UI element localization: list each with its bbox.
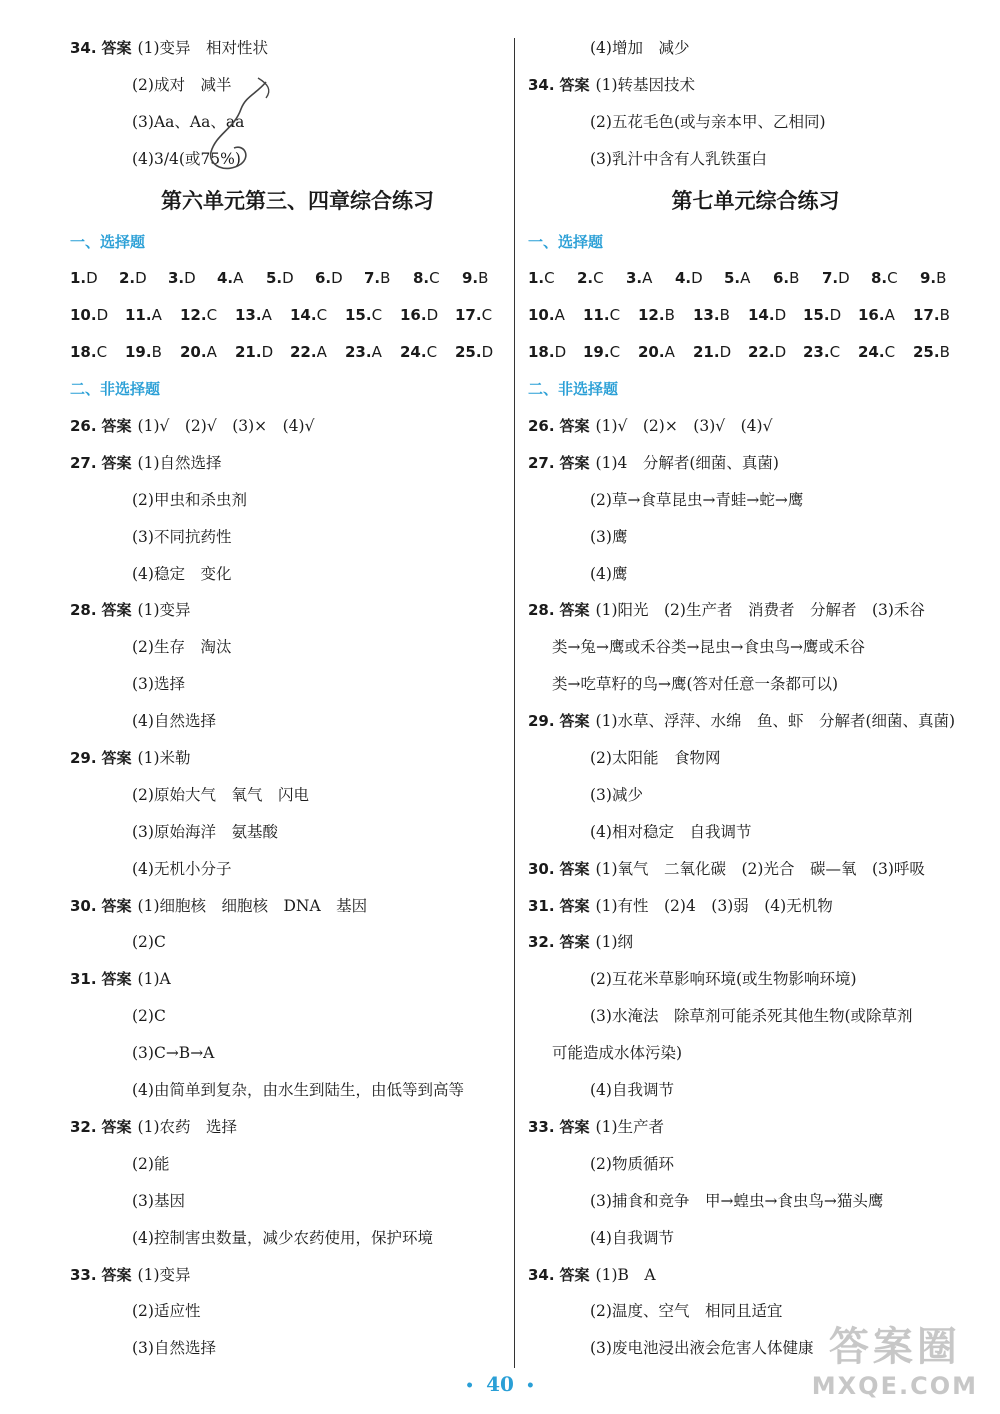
mc-row <box>528 297 983 334</box>
mc-answer: 2.C <box>577 269 604 288</box>
answer-q27: 27. 答案 (1)自然选择 <box>70 453 222 472</box>
mc-answer: 25.D <box>455 343 494 362</box>
answer-line: (4)3/4(或75%) <box>132 149 241 168</box>
handwritten-scribble-icon <box>196 74 286 184</box>
answer-line: 可能造成水体污染) <box>552 1044 683 1063</box>
answer-line: (4)增加 减少 <box>590 39 690 57</box>
mc-answer: 13.A <box>235 306 272 325</box>
answer-q26: 26. 答案 (1)√ (2)× (3)√ (4)√ <box>528 417 773 436</box>
answer-line: (3)水淹法 除草剂可能杀死其他生物(或除草剂 <box>590 1007 913 1026</box>
mc-answer: 10.D <box>70 306 109 325</box>
mc-answer: 14.D <box>748 306 787 325</box>
answer-line: (4)控制害虫数量，减少农药使用，保护环境 <box>132 1228 433 1247</box>
answer-q31: 31. 答案 (1)有性 (2)4 (3)弱 (4)无机物 <box>528 896 833 915</box>
mc-answer: 4.A <box>217 269 244 288</box>
answer-line: (2)太阳能 食物网 <box>590 749 721 768</box>
answer-line: (4)稳定 变化 <box>132 564 232 583</box>
answer-q30: 30. 答案 (1)细胞核 细胞核 DNA 基因 <box>70 896 368 915</box>
answer-q32: 32. 答案 (1)纲 <box>528 933 633 952</box>
mc-answer: 15.C <box>345 306 383 325</box>
answer-line: (2)温度、空气 相同且适宜 <box>590 1302 783 1321</box>
mc-answer: 22.A <box>290 343 327 362</box>
mc-answer: 25.B <box>913 343 950 362</box>
mc-answer: 9.B <box>920 269 947 288</box>
mc-answer: 21.D <box>693 343 732 362</box>
answer-line: (4)由简单到复杂，由水生到陆生，由低等到高等 <box>132 1081 464 1100</box>
mc-answer: 7.D <box>822 269 850 288</box>
section-heading-choice: 一、选择题 <box>528 232 604 251</box>
answer-q28: 28. 答案 (1)变异 <box>70 601 191 620</box>
answer-line: (4)相对稳定 自我调节 <box>590 822 752 841</box>
mc-answer: 24.C <box>858 343 896 362</box>
answer-q34-right-b: 34. 答案 (1)B A <box>528 1265 656 1284</box>
answer-line: (3)基因 <box>132 1191 185 1210</box>
mc-answer: 13.B <box>693 306 730 325</box>
answer-line: (3)减少 <box>590 785 643 804</box>
answer-line: (2)生存 淘汰 <box>132 638 232 657</box>
answer-line: (3)鹰 <box>590 527 628 546</box>
answer-line: (4)自我调节 <box>590 1081 674 1100</box>
answer-q33: 33. 答案 (1)变异 <box>70 1265 191 1284</box>
left-column <box>70 30 525 1367</box>
section-title-unit6: 第六单元第三、四章综合练习 <box>161 188 434 213</box>
page-number: • 40 • <box>465 1372 535 1396</box>
mc-answer: 11.A <box>125 306 162 325</box>
answer-line: (2)甲虫和杀虫剂 <box>132 490 247 509</box>
answer-line: (2)C <box>132 933 166 952</box>
mc-answer: 10.A <box>528 306 565 325</box>
mc-answer: 9.B <box>462 269 489 288</box>
answer-q27: 27. 答案 (1)4 分解者(细菌、真菌) <box>528 453 779 472</box>
answer-line: (2)C <box>132 1007 166 1026</box>
answer-line: (2)草→食草昆虫→青蛙→蛇→鹰 <box>590 490 804 509</box>
mc-answer: 2.D <box>119 269 147 288</box>
bullet-icon: • <box>525 1377 535 1394</box>
mc-answer: 7.B <box>364 269 391 288</box>
answer-line: (3)不同抗药性 <box>132 527 232 546</box>
answer-line: (2)能 <box>132 1154 170 1173</box>
mc-answer: 14.C <box>290 306 328 325</box>
mc-answer: 11.C <box>583 306 621 325</box>
answer-line: (4)鹰 <box>590 564 628 583</box>
answer-line: (3)废电池浸出液会危害人体健康 <box>590 1339 814 1358</box>
answer-q31: 31. 答案 (1)A <box>70 970 171 989</box>
section-heading-nonchoice: 二、非选择题 <box>528 380 619 399</box>
answer-q26: 26. 答案 (1)√ (2)√ (3)× (4)√ <box>70 417 315 436</box>
section-title-unit7: 第七单元综合练习 <box>671 188 840 213</box>
answer-line: (3)Aa、Aa、aa <box>132 112 245 131</box>
mc-answer: 3.A <box>626 269 653 288</box>
mc-answer: 17.C <box>455 306 493 325</box>
mc-row <box>70 260 525 297</box>
section-heading-nonchoice: 二、非选择题 <box>70 380 161 399</box>
mc-answer: 17.B <box>913 306 950 325</box>
mc-answer: 19.B <box>125 343 162 362</box>
mc-answer: 1.D <box>70 269 98 288</box>
mc-row <box>528 334 983 371</box>
bullet-icon: • <box>465 1377 475 1394</box>
mc-answer: 15.D <box>803 306 842 325</box>
mc-row <box>70 297 525 334</box>
section-heading-choice: 一、选择题 <box>70 232 146 251</box>
mc-answer: 12.B <box>638 306 675 325</box>
answer-line: (4)自我调节 <box>590 1228 674 1247</box>
answer-line: (3)C→B→A <box>132 1044 215 1063</box>
mc-answer: 6.D <box>315 269 343 288</box>
mc-answer: 18.C <box>70 343 108 362</box>
mc-answer: 8.C <box>871 269 898 288</box>
watermark-logo: 答案圈 MXQE.COM <box>811 1324 978 1400</box>
answer-q32: 32. 答案 (1)农药 选择 <box>70 1117 237 1136</box>
answer-q30: 30. 答案 (1)氧气 二氧化碳 (2)光合 碳—氧 (3)呼吸 <box>528 859 925 878</box>
answer-q34-right-a: 34. 答案 (1)转基因技术 <box>528 75 695 94</box>
answer-line: (2)五花毛色(或与亲本甲、乙相同) <box>590 112 826 131</box>
mc-answer: 21.D <box>235 343 274 362</box>
mc-answer: 24.C <box>400 343 438 362</box>
mc-answer: 18.D <box>528 343 567 362</box>
mc-answer: 16.D <box>400 306 439 325</box>
answer-q28: 28. 答案 (1)阳光 (2)生产者 消费者 分解者 (3)禾谷 <box>528 601 925 620</box>
mc-row <box>70 334 525 371</box>
mc-answer: 1.C <box>528 269 555 288</box>
answer-line: (2)适应性 <box>132 1302 201 1321</box>
answer-line: (4)无机小分子 <box>132 859 232 878</box>
mc-row <box>528 260 983 297</box>
answer-line: (3)原始海洋 氨基酸 <box>132 822 278 841</box>
mc-answer: 6.B <box>773 269 800 288</box>
answer-line: (3)自然选择 <box>132 1339 216 1358</box>
mc-answer: 20.A <box>638 343 675 362</box>
answer-q29: 29. 答案 (1)水草、浮萍、水绵 鱼、虾 分解者(细菌、真菌) <box>528 712 956 731</box>
answer-line: (2)成对 减半 <box>132 75 232 94</box>
answer-line: 类→吃草籽的鸟→鹰(答对任意一条都可以) <box>552 675 839 694</box>
mc-answer: 19.C <box>583 343 621 362</box>
answer-line: (3)乳汁中含有人乳铁蛋白 <box>590 149 767 168</box>
mc-answer: 3.D <box>168 269 196 288</box>
mc-answer: 12.C <box>180 306 218 325</box>
answer-q33: 33. 答案 (1)生产者 <box>528 1117 664 1136</box>
mc-answer: 5.A <box>724 269 751 288</box>
right-column <box>528 30 983 1367</box>
mc-answer: 5.D <box>266 269 294 288</box>
mc-answer: 22.D <box>748 343 787 362</box>
mc-answer: 4.D <box>675 269 703 288</box>
answer-line: (2)互花米草影响环境(或生物影响环境) <box>590 970 857 989</box>
answer-line: (2)物质循环 <box>590 1154 674 1173</box>
answer-line: (4)自然选择 <box>132 712 216 731</box>
mc-answer: 23.C <box>803 343 841 362</box>
answer-q29: 29. 答案 (1)米勒 <box>70 749 191 768</box>
mc-answer: 20.A <box>180 343 217 362</box>
answer-line: (3)选择 <box>132 675 185 694</box>
answer-q34-left: 34. 答案 (1)变异 相对性状 <box>70 39 268 57</box>
mc-answer: 8.C <box>413 269 440 288</box>
mc-answer: 16.A <box>858 306 895 325</box>
answer-line: (2)原始大气 氧气 闪电 <box>132 785 309 804</box>
answer-line: 类→兔→鹰或禾谷类→昆虫→食虫鸟→鹰或禾谷 <box>552 638 865 657</box>
answer-line: (3)捕食和竞争 甲→蝗虫→食虫鸟→猫头鹰 <box>590 1191 884 1210</box>
mc-answer: 23.A <box>345 343 382 362</box>
